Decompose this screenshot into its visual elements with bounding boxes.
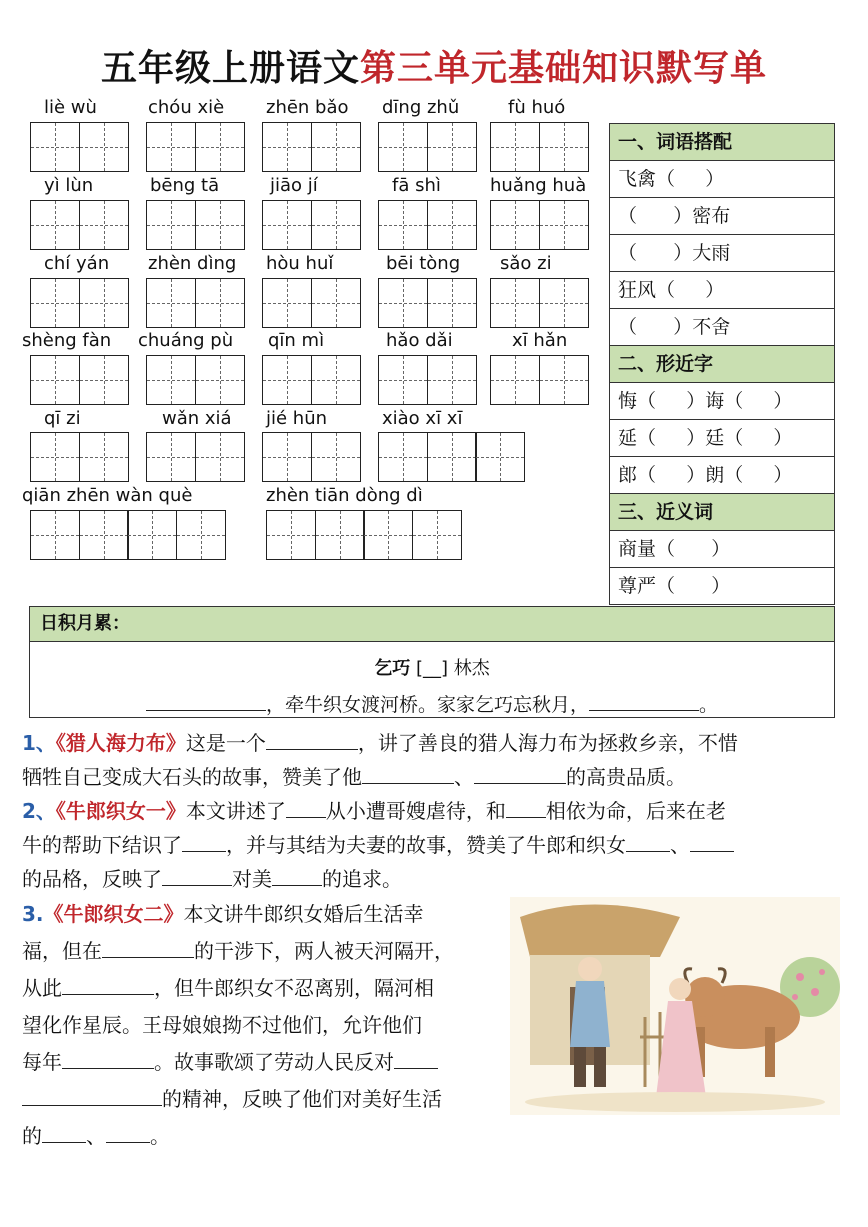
poem-text: 。 [699,694,719,716]
tian-zi-ge-cell[interactable] [427,200,477,250]
blank [690,829,734,852]
pinyin-label: hǎo dǎi [386,330,453,351]
blank [286,795,326,818]
pinyin-label: zhèn dìng [148,253,237,274]
blank [626,829,670,852]
pinyin-label: jiāo jí [270,175,318,196]
similar-char-item: 悔（ ）诲（ ） [610,383,834,420]
question-text: ，并与其结为夫妻的故事，赞美了牛郎和织女 [226,833,626,857]
pinyin-label: sǎo zi [500,253,552,274]
tian-zi-ge-cell[interactable] [311,122,361,172]
character-writing-grid[interactable] [262,200,359,250]
blank [102,935,194,958]
blank [42,1120,86,1143]
tian-zi-ge-cell[interactable] [79,278,129,328]
tian-zi-ge-cell[interactable] [427,355,477,405]
question-text: 每年 [22,1050,62,1074]
pinyin-label: yì lùn [44,175,94,196]
question-text: 从小遭哥嫂虐待，和 [325,799,506,823]
question-text: 的追求。 [322,867,402,891]
tian-zi-ge-cell[interactable] [30,432,80,482]
roof-icon [520,905,680,958]
section-word-matching-title: 一、词语搭配 [610,124,834,161]
character-writing-grid[interactable] [146,432,243,482]
question-text: ，讲了善良的猎人海力布为拯救乡亲，不惜 [357,731,738,755]
book-title: 《牛郎织女二》 [43,902,184,926]
blank [146,688,266,711]
pinyin-label: qiān zhēn wàn què [22,485,193,506]
question-text: 的品格，反映了 [22,867,162,891]
character-writing-grid[interactable] [262,432,359,482]
character-writing-grid[interactable] [30,278,127,328]
character-writing-grid[interactable] [30,122,127,172]
character-writing-grid[interactable] [378,278,475,328]
poem-dynasty-blank: [__] [415,658,449,679]
tian-zi-ge-cell[interactable] [378,278,428,328]
question-text: 、 [670,833,690,857]
question-text: ，但牛郎织女不忍离别，隔河相 [154,976,434,1000]
title-part2: 第三单元基础知识默写单 [360,47,768,89]
question-text: 从此 [22,976,62,1000]
question-text: 的 [22,1124,42,1148]
question-text: 福，但在 [22,939,102,963]
tian-zi-ge-cell[interactable] [378,432,428,482]
blank [162,863,232,886]
tian-zi-ge-cell[interactable] [146,355,196,405]
question-text: 牛的帮助下结识了 [22,833,182,857]
poem-author: 林杰 [453,658,490,679]
pinyin-label: zhèn tiān dòng dì [266,485,423,506]
similar-char-item: 延（ ）廷（ ） [610,420,834,457]
character-writing-grid[interactable] [146,355,243,405]
tian-zi-ge-cell[interactable] [427,278,477,328]
tian-zi-ge-cell[interactable] [195,122,245,172]
character-writing-grid[interactable] [378,200,475,250]
poem-text: ，牵牛织女渡河桥。家家乞巧忘秋月， [265,694,589,716]
tian-zi-ge-cell[interactable] [79,510,129,560]
question-text: 本文讲牛郎织女婚后生活幸 [183,902,424,926]
question-text: 的高贵品质。 [566,765,686,789]
question-text: 对美 [232,867,272,891]
tian-zi-ge-cell[interactable] [30,355,80,405]
blank [506,795,546,818]
tian-zi-ge-cell[interactable] [146,432,196,482]
pinyin-label: qī zi [44,408,81,429]
character-writing-grid[interactable] [490,122,587,172]
question-number: 1、 [22,731,56,755]
book-title: 《牛郎织女一》 [55,799,186,823]
tian-zi-ge-cell[interactable] [195,355,245,405]
tian-zi-ge-cell[interactable] [539,200,589,250]
pinyin-label: xiào xī xī [382,408,463,429]
question-text: 。故事歌颂了劳动人民反对 [154,1050,394,1074]
page-title [0,40,868,91]
pinyin-label: liè wù [44,97,97,118]
tian-zi-ge-cell[interactable] [490,122,540,172]
tian-zi-ge-cell[interactable] [539,122,589,172]
tian-zi-ge-cell[interactable] [30,200,80,250]
poem-title [30,654,834,680]
tian-zi-ge-cell[interactable] [311,200,361,250]
word-matching-item: 狂风（ ） [610,272,834,309]
character-writing-grid[interactable] [378,432,524,482]
pinyin-label: chuáng pù [138,330,234,351]
question-1 [22,726,852,794]
question-text: 这是一个 [185,731,266,755]
tian-zi-ge-cell[interactable] [539,355,589,405]
tian-zi-ge-cell[interactable] [378,200,428,250]
character-writing-grid[interactable] [262,122,359,172]
pinyin-label: wǎn xiá [162,408,232,429]
character-writing-grid[interactable] [146,200,243,250]
tian-zi-ge-cell[interactable] [363,510,413,560]
pinyin-label: bēi tòng [386,253,461,274]
poem-line [30,688,834,717]
blank [474,761,566,784]
pinyin-label: huǎng huà [490,175,587,196]
tian-zi-ge-cell[interactable] [262,432,312,482]
tian-zi-ge-cell[interactable] [195,278,245,328]
tian-zi-ge-cell[interactable] [262,278,312,328]
character-writing-grid[interactable] [30,510,224,560]
question-text: 、 [86,1124,106,1148]
section-similar-chars-title: 二、形近字 [610,346,834,383]
question-2 [22,794,852,896]
tian-zi-ge-cell[interactable] [146,122,196,172]
word-matching-item: （ ）密布 [610,198,834,235]
tian-zi-ge-cell[interactable] [79,432,129,482]
cowherd-and-weaver-illustration [510,897,840,1115]
tian-zi-ge-cell[interactable] [315,510,365,560]
character-writing-grid[interactable] [266,510,460,560]
blank [394,1046,438,1069]
character-writing-grid[interactable] [262,278,359,328]
blank [589,688,699,711]
tian-zi-ge-cell[interactable] [30,278,80,328]
word-matching-item: 飞禽（ ） [610,161,834,198]
pinyin-label: chóu xiè [148,97,225,118]
word-matching-item: （ ）不舍 [610,309,834,346]
tian-zi-ge-cell[interactable] [490,355,540,405]
title-part1: 五年级上册语文 [100,47,360,89]
tian-zi-ge-cell[interactable] [311,432,361,482]
tian-zi-ge-cell[interactable] [490,278,540,328]
tian-zi-ge-cell[interactable] [30,510,80,560]
similar-char-item: 郎（ ）朗（ ） [610,457,834,494]
book-title: 《猎人海力布》 [55,731,186,755]
pinyin-label: hòu huǐ [266,253,334,274]
daily-accumulation-box [29,606,835,718]
tian-zi-ge-cell[interactable] [30,122,80,172]
pinyin-label: shèng fàn [22,330,112,351]
blank [272,863,322,886]
tian-zi-ge-cell[interactable] [79,200,129,250]
word-matching-item: （ ）大雨 [610,235,834,272]
character-writing-grid[interactable] [378,122,475,172]
pinyin-label: fā shì [392,175,441,196]
question-text: 的干涉下，两人被天河隔开， [194,939,454,963]
cowherd-figure-icon [578,957,602,981]
blank [362,761,454,784]
tian-zi-ge-cell[interactable] [262,122,312,172]
poem-name: 乞巧 [374,658,411,679]
character-writing-grid[interactable] [378,355,475,405]
tian-zi-ge-cell[interactable] [262,200,312,250]
synonym-item: 尊严（ ） [618,575,731,597]
tian-zi-ge-cell[interactable] [412,510,462,560]
question-3 [22,896,502,1155]
character-writing-grid[interactable] [490,355,587,405]
pinyin-label: fù huó [508,97,566,118]
question-text: 牺牲自己变成大石头的故事，赞美了他 [22,765,362,789]
tian-zi-ge-cell[interactable] [79,355,129,405]
tian-zi-ge-cell[interactable] [490,200,540,250]
character-writing-grid[interactable] [146,278,243,328]
question-text: 本文讲述了 [185,799,286,823]
synonym-item: 商量（ ） [610,531,834,568]
tian-zi-ge-cell[interactable] [262,355,312,405]
tian-zi-ge-cell[interactable] [378,122,428,172]
pinyin-label: jié hūn [266,408,328,429]
tian-zi-ge-cell[interactable] [195,432,245,482]
character-writing-grid[interactable] [262,355,359,405]
pinyin-label: zhēn bǎo [266,97,349,118]
tian-zi-ge-cell[interactable] [146,200,196,250]
weaver-figure-icon [669,978,691,1000]
character-writing-grid[interactable] [30,432,127,482]
tian-zi-ge-cell[interactable] [311,278,361,328]
side-panel [609,123,835,605]
question-number: 3. [22,902,44,926]
tian-zi-ge-cell[interactable] [176,510,226,560]
pinyin-label: xī hǎn [512,330,568,351]
section-synonyms-title: 三、近义词 [610,494,834,531]
question-number: 2、 [22,799,56,823]
pinyin-label: bēng tā [150,175,220,196]
tian-zi-ge-cell[interactable] [539,278,589,328]
pinyin-label: chí yán [44,253,110,274]
pinyin-label: qīn mì [268,330,325,351]
daily-accumulation-title: 日积月累： [30,607,834,642]
question-text: 的精神，反映了他们对美好生活 [162,1087,442,1111]
tian-zi-ge-cell[interactable] [427,122,477,172]
blank [62,1046,154,1069]
tian-zi-ge-cell[interactable] [378,355,428,405]
tian-zi-ge-cell[interactable] [195,200,245,250]
blank [182,829,226,852]
blank [22,1083,162,1106]
question-text: 、 [454,765,474,789]
tian-zi-ge-cell[interactable] [266,510,316,560]
tian-zi-ge-cell[interactable] [79,122,129,172]
blank [106,1120,150,1143]
blank [62,972,154,995]
tian-zi-ge-cell[interactable] [127,510,177,560]
tian-zi-ge-cell[interactable] [146,278,196,328]
pinyin-label: dīng zhǔ [382,97,460,118]
tian-zi-ge-cell[interactable] [475,432,525,482]
question-text: 。 [150,1124,170,1148]
character-writing-grid[interactable] [30,200,127,250]
question-text: 相依为命，后来在老 [545,799,726,823]
tian-zi-ge-cell[interactable] [311,355,361,405]
character-writing-grid[interactable] [30,355,127,405]
character-writing-grid[interactable] [490,200,587,250]
tian-zi-ge-cell[interactable] [427,432,477,482]
character-writing-grid[interactable] [490,278,587,328]
character-writing-grid[interactable] [146,122,243,172]
blank [266,727,358,750]
question-text: 望化作星辰。王母娘娘拗不过他们，允许他们 [22,1013,422,1037]
